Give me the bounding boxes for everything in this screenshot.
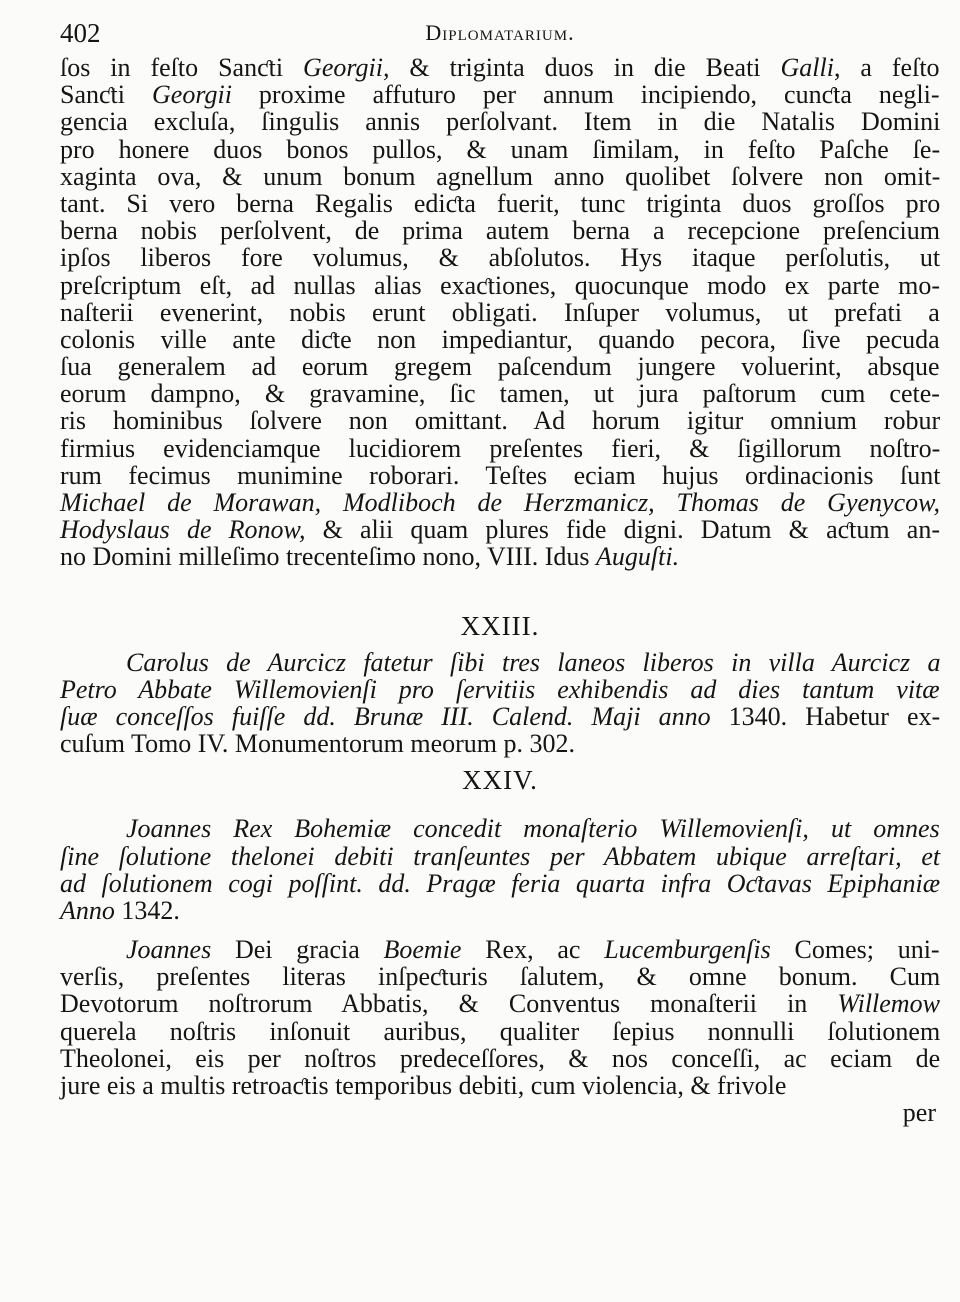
- text-segment: Galli: [780, 53, 834, 82]
- text-segment: Auguſti.: [596, 542, 680, 572]
- text-segment: Petro Abbate Willemovienſi pro ſervitiis exhibendis ad dies tantum vitæ: [60, 674, 940, 704]
- page-number: 402: [60, 18, 101, 48]
- text-segment: Dei gracia: [211, 935, 384, 965]
- charter-text-xxiv: [60, 936, 940, 1099]
- text-segment: eorum dampno, & gravamine, ſic tamen, ut jura paſtorum cum cete-: [60, 379, 940, 409]
- text-segment: cuſum Tomo IV. Monumentorum meorum p. 302.: [60, 729, 576, 759]
- text-segment: no Domini milleſimo trecenteſimo nono, VIII. Idus: [60, 542, 597, 572]
- text-segment: Georgii,: [303, 53, 390, 82]
- text-segment: Georgii: [152, 80, 232, 110]
- text-line: [60, 703, 940, 730]
- text-segment: Theolonei, eis per noſtros predeceſſores, & nos conceſſi, ac eciam de: [60, 1043, 941, 1073]
- text-segment: ſuæ conceſſos fuiſſe dd. Brunæ III. Calend. Maji anno: [60, 701, 711, 731]
- text-segment: ris hominibus ſolvere non omittant. Ad horum igitur omnium robur: [60, 406, 941, 436]
- text-line: [60, 1045, 940, 1072]
- text-line: [60, 380, 940, 407]
- text-line: [60, 676, 940, 703]
- text-line: [60, 190, 940, 217]
- text-segment: firmius evidenciamque lucidiorem preſentes fieri, & ſigillorum noſtro-: [60, 433, 941, 463]
- text-segment: verſis, preſentes literas inſpeƈturis ſalutem, & omne bonum. Cum: [60, 962, 941, 992]
- text-segment: tant. Si vero berna Regalis ediƈta fuerit, tunc triginta duos groſſos pro: [60, 188, 941, 218]
- text-segment: Joannes Rex Bohemiæ concedit monaſterio Willemovienſi, ut omnes: [126, 814, 940, 844]
- text-segment: querela noſtris inſonuit auribus, qualiter ſepius nonnulli ſolutionem: [60, 1016, 941, 1046]
- text-line: [60, 108, 940, 135]
- text-segment: Michael de Morawan, Modliboch de Herzmanicz, Thomas de Gyenycow,: [60, 488, 941, 517]
- text-segment: proxime affuturo per annum incipiendo, cunƈta negli-: [231, 80, 940, 110]
- text-segment: Joannes: [126, 935, 212, 965]
- text-segment: ſos in feſto Sanƈti: [60, 53, 304, 82]
- text-segment: Anno: [60, 895, 115, 925]
- text-line: [60, 963, 940, 990]
- text-segment: rum fecimus munimine roborari. Teſtes eciam hujus ordinacionis ſunt: [60, 460, 941, 490]
- section-heading-xxiv: XXIV.: [462, 765, 538, 796]
- regest-summary-xxiv: [60, 815, 940, 924]
- text-line: [60, 435, 940, 462]
- text-line: [60, 543, 940, 570]
- text-segment: & triginta duos in die Beati: [389, 53, 781, 82]
- text-line: [60, 897, 940, 924]
- text-line: [60, 815, 940, 842]
- text-line: [60, 244, 940, 271]
- page-header: [60, 16, 940, 52]
- regest-summary-xxiii: [60, 649, 940, 758]
- text-block: [60, 54, 940, 1126]
- text-line: [60, 870, 940, 897]
- text-segment: colonis ville ante diƈte non impediantur, quando pecora, ſive pecuda: [60, 324, 940, 354]
- text-segment: ſua generalem ad eorum gregem paſcendum jungere voluerint, absque: [60, 352, 940, 382]
- text-line: [60, 326, 940, 353]
- text-segment: Lucemburgenſis: [604, 935, 771, 965]
- charter-text-paragraph: [60, 54, 940, 571]
- text-line: [60, 407, 940, 434]
- text-line: [60, 936, 940, 963]
- text-line: [60, 1072, 940, 1099]
- text-line: [60, 990, 940, 1017]
- text-segment: preſcriptum eſt, ad nullas alias exaƈtiones, quocunque modo ex parte mo-: [60, 270, 940, 300]
- text-line: [60, 353, 940, 380]
- text-segment: jure eis a multis retroaƈtis temporibus debiti, cum violencia, & frivole: [60, 1071, 787, 1100]
- text-segment: ipſos liberos fore volumus, & abſolutos. Hys itaque perſolutis, ut: [60, 243, 941, 273]
- text-segment: , a feſto: [833, 53, 940, 82]
- text-line: [60, 299, 940, 326]
- text-line: [60, 489, 940, 516]
- catchword: per: [902, 1098, 936, 1128]
- text-segment: pro honere duos bonos pullos, & unam ſimilam, in feſto Paſche ſe-: [60, 134, 941, 164]
- text-line: [60, 54, 940, 81]
- text-line: [60, 163, 940, 190]
- text-segment: xaginta ova, & unum bonum agnellum anno quolibet ſolvere non omit-: [60, 161, 941, 191]
- text-segment: Sanƈti: [60, 80, 152, 110]
- text-segment: Boemie: [383, 935, 462, 965]
- text-line: [60, 730, 940, 757]
- text-line: [60, 516, 940, 543]
- text-line: [60, 462, 940, 489]
- running-head: Diplomatarium.: [425, 20, 575, 45]
- text-segment: & alii quam plures fide digni. Datum & aƈtum an-: [305, 515, 940, 545]
- text-segment: berna nobis perſolvent, de prima autem berna a recepcione preſencium: [60, 216, 940, 246]
- text-line: [60, 217, 940, 244]
- text-line: [60, 1018, 940, 1045]
- text-line: [60, 272, 940, 299]
- text-line: [60, 81, 940, 108]
- text-segment: gencia excluſa, ſingulis annis perſolvant. Item in die Natalis Domini: [60, 107, 941, 137]
- text-line: [60, 843, 940, 870]
- text-segment: naſterii evenerint, nobis erunt obligati. Inſuper volumus, ut prefati a: [60, 297, 940, 327]
- text-segment: Rex, ac: [461, 935, 605, 965]
- section-heading-xxiii: XXIII.: [460, 610, 540, 641]
- text-segment: Willemow: [837, 989, 940, 1019]
- text-segment: Hodyslaus de Ronow,: [60, 515, 306, 545]
- text-segment: 1340. Habetur ex-: [710, 701, 941, 731]
- text-segment: ad ſolutionem cogi poſſint. dd. Pragæ feria quarta infra Oƈtavas Epiphaniæ: [60, 868, 941, 898]
- text-segment: Comes; uni-: [770, 935, 940, 965]
- text-segment: Carolus de Aurcicz fatetur ſibi tres laneos liberos in villa Aurcicz a: [126, 647, 941, 677]
- text-segment: ſine ſolutione thelonei debiti tranſeuntes per Abbatem ubique arreſtari, et: [60, 841, 941, 871]
- text-line: [60, 649, 940, 676]
- text-segment: Devotorum noſtrorum Abbatis, & Conventus monaſterii in: [60, 989, 838, 1019]
- text-line: [60, 136, 940, 163]
- text-segment: 1342.: [114, 895, 180, 925]
